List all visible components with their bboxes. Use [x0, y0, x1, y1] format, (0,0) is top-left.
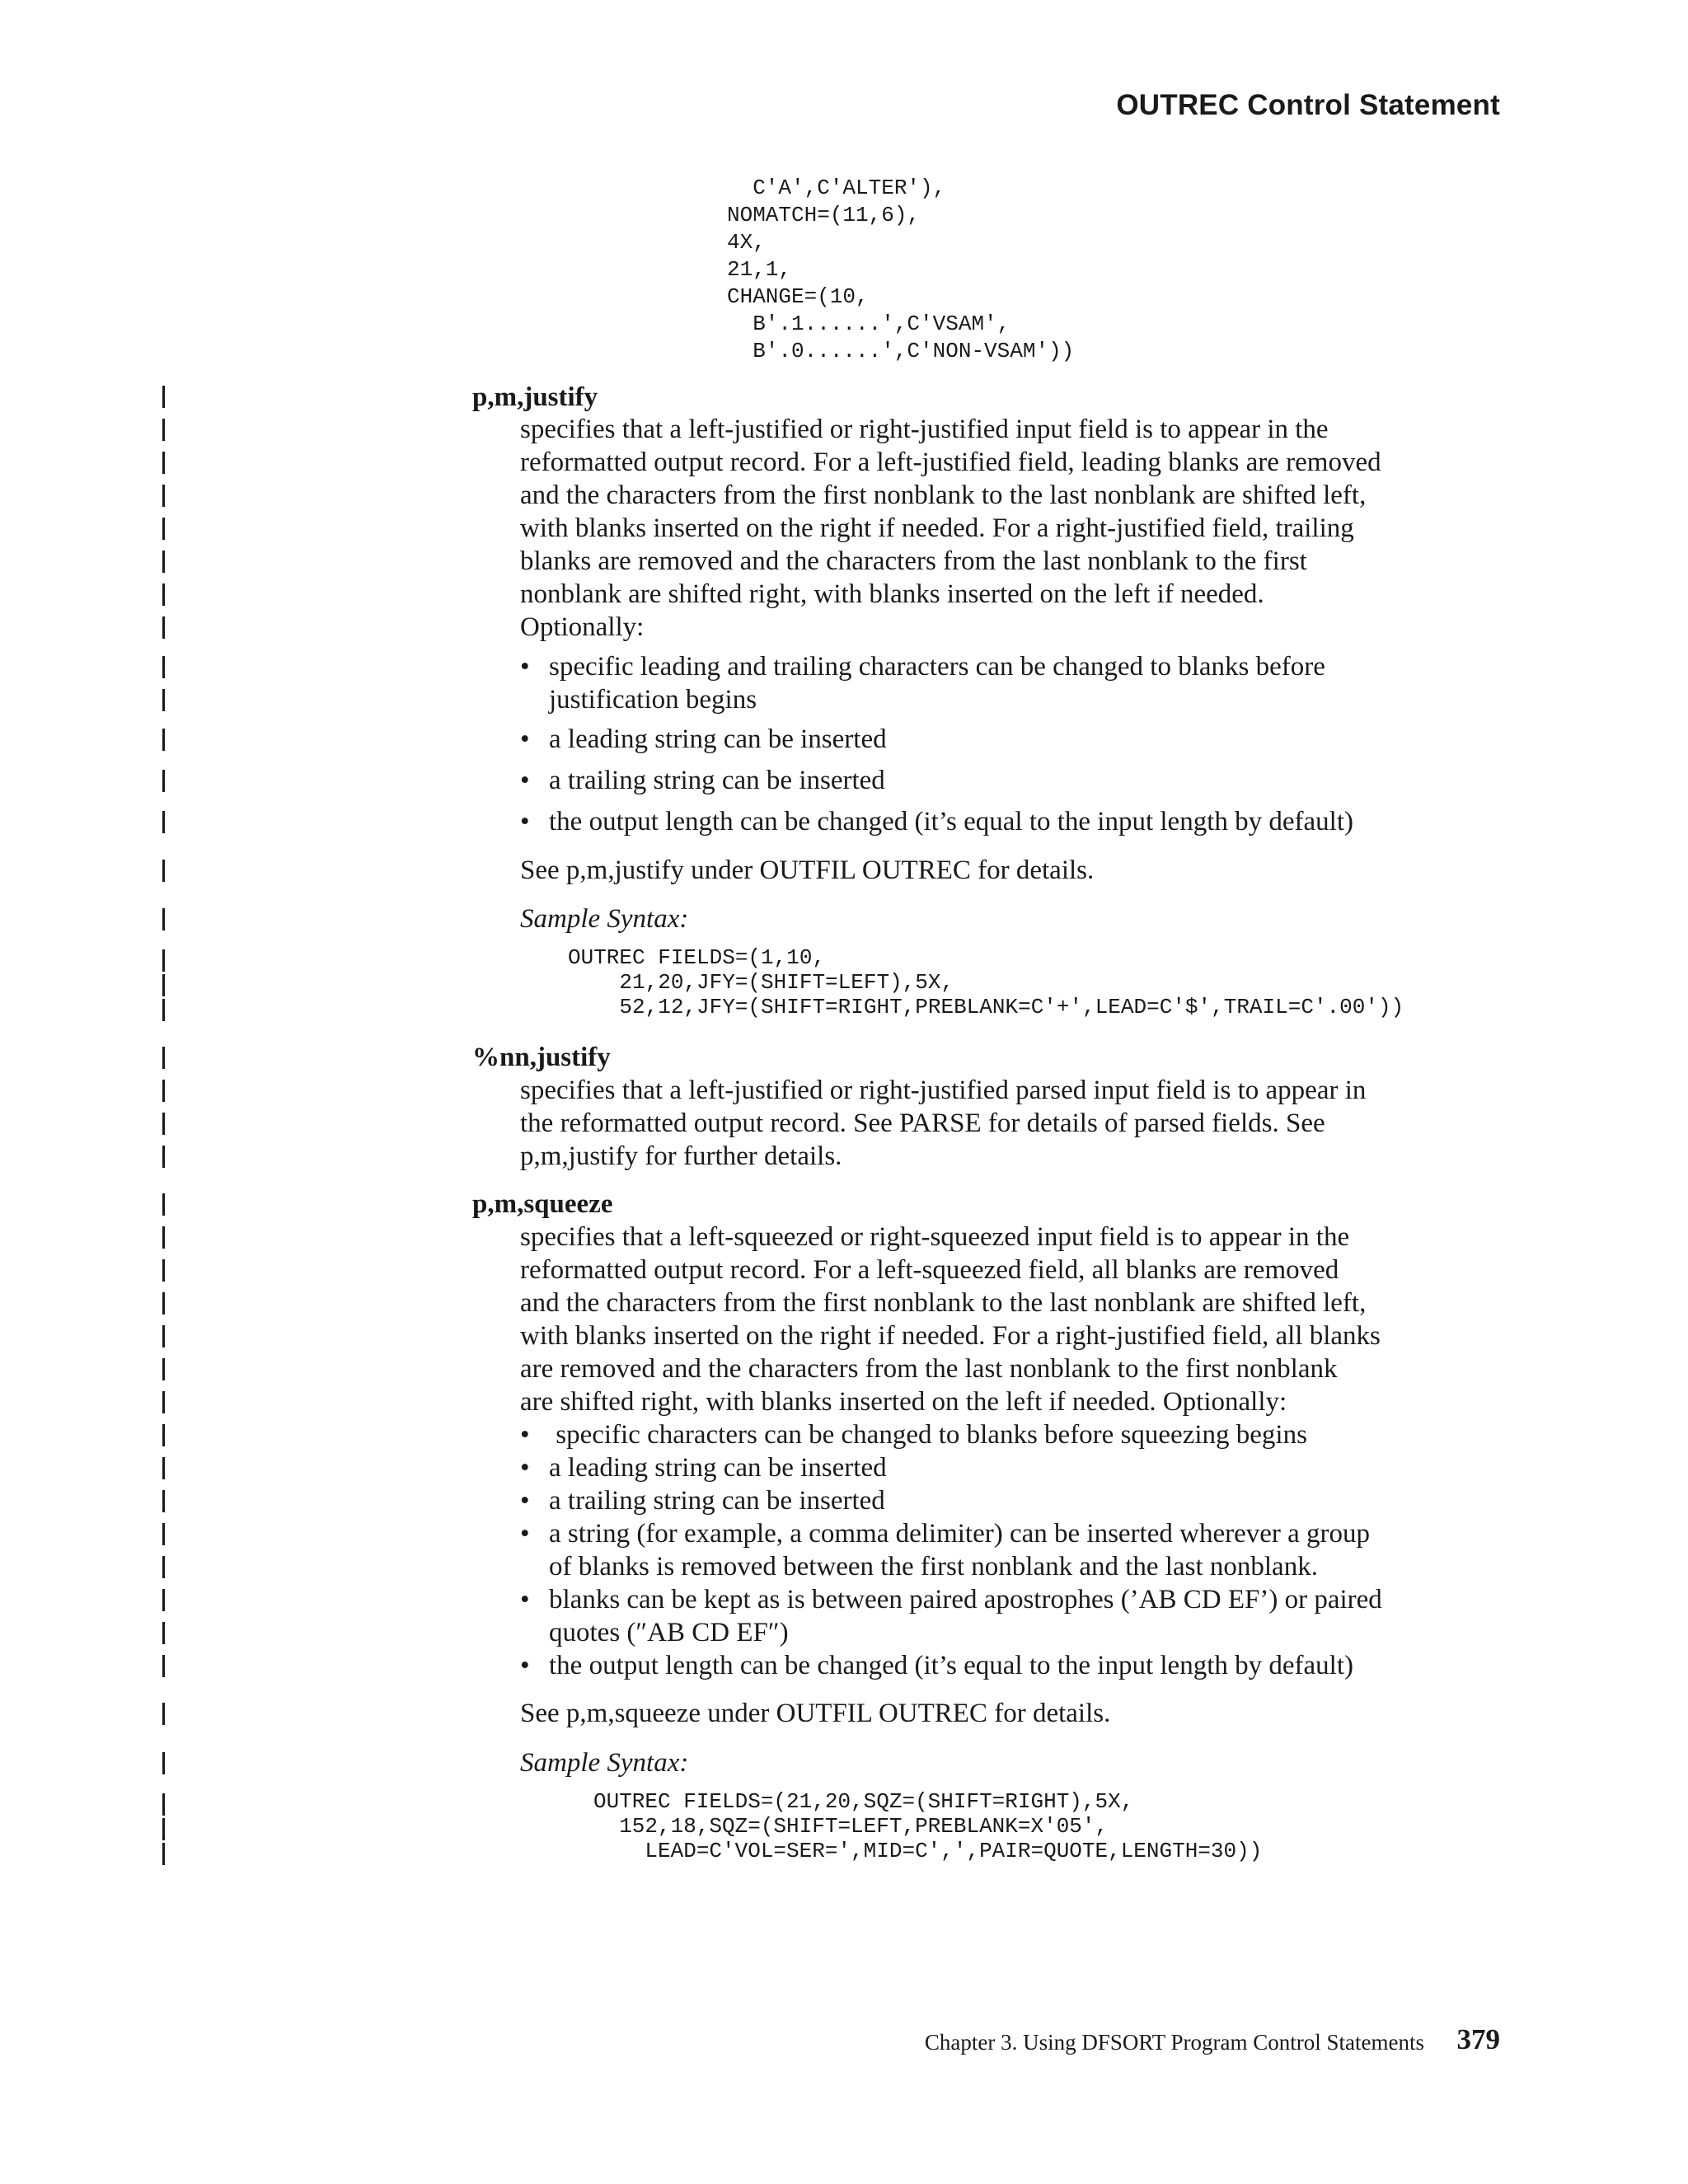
change-bar	[162, 583, 165, 606]
code-line: B'.0......',C'NON-VSAM'))	[727, 339, 1075, 363]
see-reference: See p,m,squeeze under OUTFIL OUTREC for details.	[520, 1699, 1111, 1728]
change-bar	[162, 1622, 165, 1644]
change-bar	[162, 1457, 165, 1479]
code-line: 152,18,SQZ=(SHIFT=LEFT,PREBLANK=X'05',	[593, 1814, 1109, 1839]
code-line: NOMATCH=(11,6),	[727, 203, 921, 227]
paragraph-line: nonblank are shifted right, with blanks inserted on the left if needed.	[520, 579, 1264, 609]
footer-chapter: Chapter 3. Using DFSORT Program Control Statements	[924, 2030, 1424, 2055]
term-nn-justify: %nn,justify	[472, 1043, 611, 1072]
change-bar	[162, 485, 165, 507]
bullet-marker: •	[520, 652, 530, 682]
paragraph-line: the reformatted output record. See PARSE for details of parsed fields. See	[520, 1108, 1325, 1138]
paragraph-line: blanks are removed and the characters from the last nonblank to the first	[520, 546, 1307, 576]
code-line: C'A',C'ALTER'),	[727, 176, 946, 200]
bullet-marker: •	[520, 1585, 530, 1615]
bullet-marker: •	[520, 1651, 530, 1680]
see-reference: See p,m,justify under OUTFIL OUTREC for details.	[520, 855, 1095, 885]
paragraph-line: reformatted output record. For a left-squeezed field, all blanks are removed	[520, 1255, 1339, 1285]
change-bar	[162, 1047, 165, 1069]
change-bar	[162, 1589, 165, 1611]
bullet-item: a leading string can be inserted	[549, 1453, 887, 1483]
change-bar	[162, 1793, 165, 1816]
change-bar	[162, 1523, 165, 1545]
term-justify: p,m,justify	[472, 382, 598, 412]
change-bar	[162, 386, 165, 408]
change-bar	[162, 1752, 165, 1774]
bullet-item: a trailing string can be inserted	[549, 1486, 885, 1516]
change-bar	[162, 949, 165, 972]
bullet-marker: •	[520, 1519, 530, 1549]
change-bar	[162, 1424, 165, 1446]
change-bar	[162, 452, 165, 474]
code-line: LEAD=C'VOL=SER=',MID=C',',PAIR=QUOTE,LENGTH=30))	[593, 1839, 1263, 1863]
change-bar	[162, 656, 165, 678]
bullet-item: the output length can be changed (it’s equal to the input length by default)	[549, 807, 1353, 837]
paragraph-line: p,m,justify for further details.	[520, 1141, 842, 1171]
change-bar	[162, 1193, 165, 1216]
change-bar	[162, 1655, 165, 1677]
change-bar	[162, 551, 165, 573]
term-squeeze: p,m,squeeze	[472, 1189, 613, 1219]
paragraph-line: Optionally:	[520, 612, 645, 642]
code-line: B'.1......',C'VSAM',	[727, 312, 1010, 336]
change-bar	[162, 1080, 165, 1102]
change-bar	[162, 1292, 165, 1315]
change-bar	[162, 1358, 165, 1380]
change-bar	[162, 1703, 165, 1725]
code-line: CHANGE=(10,	[727, 284, 869, 309]
bullet-marker: •	[520, 1486, 530, 1516]
paragraph-line: and the characters from the first nonblank to the last nonblank are shifted left,	[520, 480, 1367, 510]
change-bar	[162, 1226, 165, 1249]
code-line: 4X,	[727, 230, 766, 255]
code-line: OUTREC FIELDS=(21,20,SQZ=(SHIFT=RIGHT),5X,	[593, 1789, 1134, 1814]
paragraph-line: reformatted output record. For a left-justified field, leading blanks are removed	[520, 448, 1381, 477]
paragraph-line: are shifted right, with blanks inserted on the left if needed. Optionally:	[520, 1387, 1287, 1417]
bullet-item: a trailing string can be inserted	[549, 766, 885, 795]
sample-syntax-label: Sample Syntax:	[520, 904, 689, 934]
change-bar	[162, 1325, 165, 1347]
change-bar	[162, 1259, 165, 1282]
paragraph-line: with blanks inserted on the right if needed. For a right-justified field, all blanks	[520, 1321, 1381, 1351]
page-header-title: OUTREC Control Statement	[1116, 89, 1500, 121]
sample-syntax-label: Sample Syntax:	[520, 1748, 689, 1778]
bullet-item-continuation: of blanks is removed between the first nonblank and the last nonblank.	[549, 1552, 1318, 1582]
change-bar	[162, 1391, 165, 1413]
page-number: 379	[1456, 2023, 1500, 2055]
code-line: OUTREC FIELDS=(1,10,	[568, 945, 826, 970]
change-bar	[162, 811, 165, 833]
bullet-marker: •	[520, 807, 530, 837]
bullet-item: the output length can be changed (it’s equal to the input length by default)	[549, 1651, 1353, 1680]
bullet-marker: •	[520, 766, 530, 795]
paragraph-line: and the characters from the first nonblank to the last nonblank are shifted left,	[520, 1288, 1367, 1318]
change-bar	[162, 770, 165, 792]
change-bar	[162, 616, 165, 639]
bullet-item-continuation: justification begins	[549, 685, 757, 715]
change-bar	[162, 1556, 165, 1578]
change-bar	[162, 689, 165, 711]
paragraph-line: with blanks inserted on the right if needed. For a right-justified field, trailing	[520, 513, 1354, 543]
change-bar	[162, 1490, 165, 1512]
bullet-marker: •	[520, 724, 530, 754]
bullet-item-continuation: quotes (″AB CD EF″)	[549, 1618, 789, 1647]
change-bar	[162, 729, 165, 751]
code-line: 21,20,JFY=(SHIFT=LEFT),5X,	[568, 970, 954, 995]
change-bar	[162, 974, 165, 996]
bullet-item: specific leading and trailing characters can be changed to blanks before	[549, 652, 1325, 682]
bullet-item: a leading string can be inserted	[549, 724, 887, 754]
bullet-item: blanks can be kept as is between paired apostrophes (’AB CD EF’) or paired	[549, 1585, 1382, 1615]
code-line: 52,12,JFY=(SHIFT=RIGHT,PREBLANK=C'+',LEAD=C'$',TRAIL=C'.00'))	[568, 995, 1404, 1019]
paragraph-line: specifies that a left-justified or right-justified input field is to appear in the	[520, 415, 1329, 444]
bullet-marker: •	[520, 1420, 530, 1450]
change-bar	[162, 1843, 165, 1865]
change-bar	[162, 860, 165, 882]
bullet-item: a string (for example, a comma delimiter) can be inserted wherever a group	[549, 1519, 1370, 1549]
change-bar	[162, 518, 165, 540]
change-bar	[162, 999, 165, 1021]
paragraph-line: are removed and the characters from the last nonblank to the first nonblank	[520, 1354, 1338, 1384]
change-bar	[162, 1818, 165, 1840]
paragraph-line: specifies that a left-justified or right-justified parsed input field is to appear in	[520, 1076, 1367, 1105]
paragraph-line: specifies that a left-squeezed or right-squeezed input field is to appear in the	[520, 1222, 1350, 1252]
code-line: 21,1,	[727, 257, 792, 282]
bullet-marker: •	[520, 1453, 530, 1483]
change-bar	[162, 1146, 165, 1168]
change-bar	[162, 419, 165, 441]
bullet-item: specific characters can be changed to blanks before squeezing begins	[549, 1420, 1307, 1450]
change-bar	[162, 908, 165, 930]
change-bar	[162, 1113, 165, 1135]
